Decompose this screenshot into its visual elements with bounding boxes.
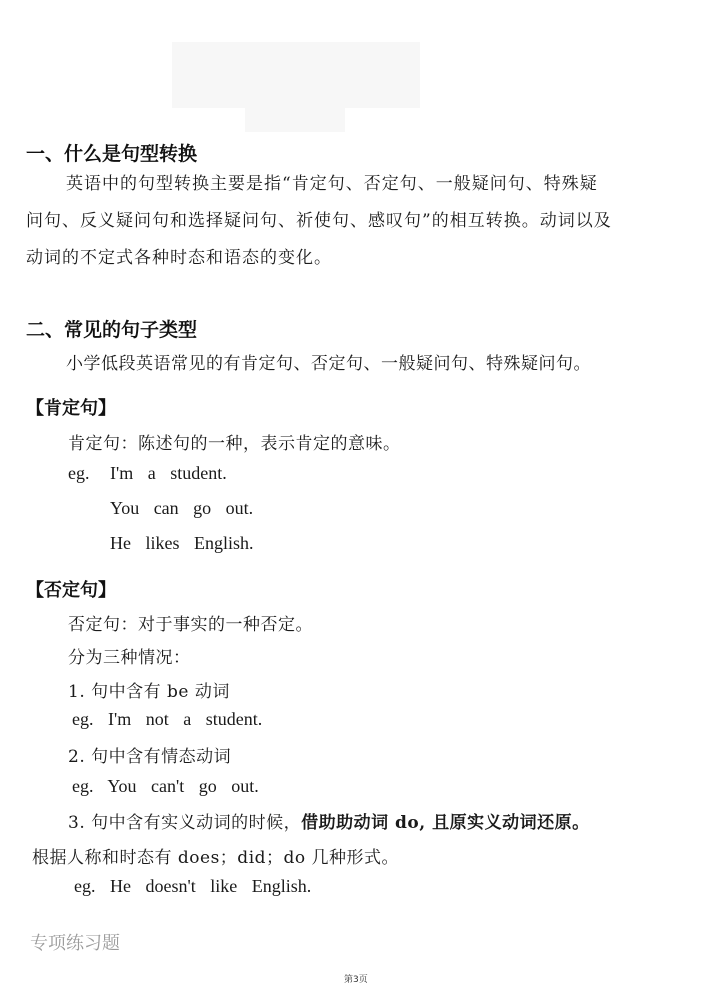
section-title-1: 一、什么是句型转换 — [26, 143, 198, 165]
negative-case-3-bold: 借助助动词 do, 且原实义动词还原。 — [301, 813, 590, 833]
section-title-2: 二、常见的句子类型 — [26, 319, 198, 341]
affirmative-example: You can go out. — [110, 498, 254, 518]
section1-paragraph — [26, 166, 612, 277]
negative-cases-intro: 分为三种情况： — [68, 648, 191, 668]
affirmative-heading: 【肯定句】 — [26, 398, 116, 419]
page-number: 第3页 — [344, 975, 368, 985]
negative-case-1: 1. 句中含有 be 动词 — [68, 682, 230, 702]
negative-case-3 — [68, 808, 590, 833]
negative-example-1: eg. I'm not a student. — [72, 709, 263, 729]
header-faint-stub — [245, 108, 345, 132]
affirmative-eg-label: eg. — [68, 463, 90, 483]
affirmative-example: I'm a student. — [110, 463, 227, 483]
negative-case-2: 2. 句中含有情态动词 — [68, 747, 232, 767]
footer-series-label: 专项练习题 — [30, 933, 120, 954]
affirmative-definition: 肯定句：陈述句的一种，表示肯定的意味。 — [68, 434, 401, 454]
negative-example-2: eg. You can't go out. — [72, 776, 259, 796]
negative-case-3-prefix: 3. 句中含有实义动词的时候， — [68, 813, 302, 833]
section1-paragraph-text: 英语中的句型转换主要是指“肯定句、否定句、一般疑问句、特殊疑问句、反义疑问句和选择疑问句、祈使句、感叹句”的相互转换。动词以及动词的不定式各种时态和语态的变化。 — [26, 174, 612, 268]
negative-heading: 【否定句】 — [26, 580, 116, 601]
negative-definition: 否定句：对于事实的一种否定。 — [68, 615, 313, 635]
affirmative-example: He likes English. — [110, 533, 254, 553]
negative-case-3-continuation: 根据人称和时态有 does；did；do 几种形式。 — [32, 848, 400, 868]
header-faint-block — [172, 42, 420, 108]
negative-example-3: eg. He doesn't like English. — [74, 876, 312, 896]
section2-intro: 小学低段英语常见的有肯定句、否定句、一般疑问句、特殊疑问句。 — [66, 354, 591, 374]
